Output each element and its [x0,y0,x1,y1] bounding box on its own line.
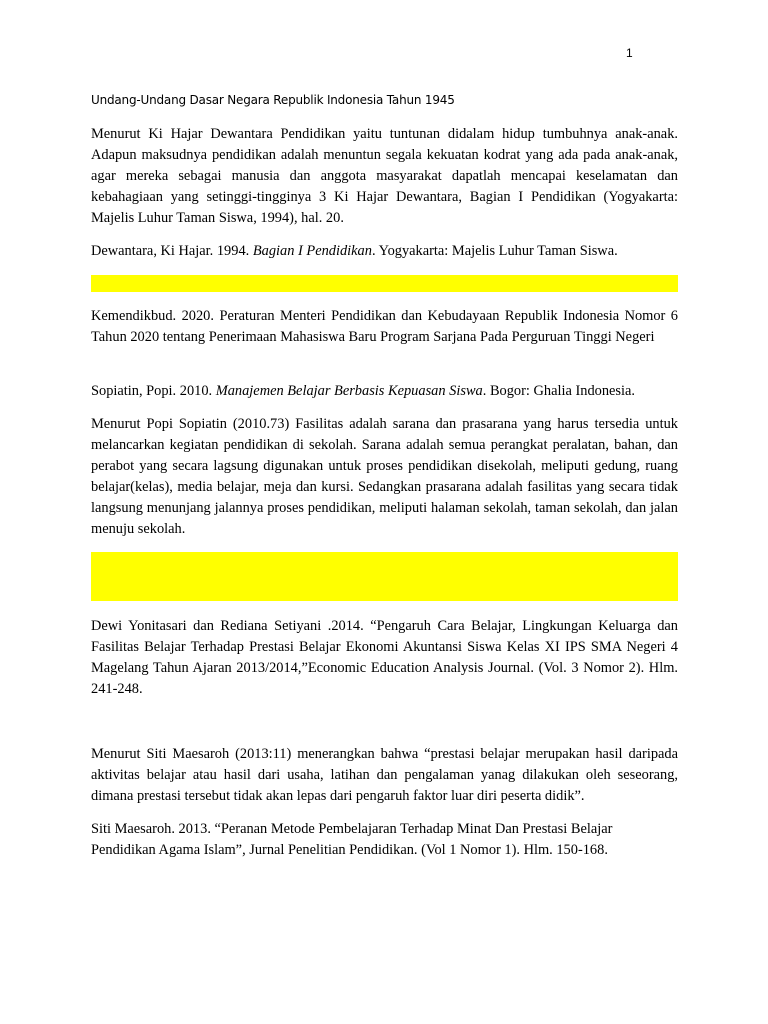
reference-text: Sopiatin, Popi. 2010. [91,383,216,399]
yellow-highlight-bar [91,275,678,292]
paragraph-ki-hajar-dewantara: Menurut Ki Hajar Dewantara Pendidikan yaitu tuntunan didalam hidup tumbuhnya anak-anak. Adapun maksudnya pendidikan adalah menuntun segala kekuatan kodrat yang ada pada anak-anak, agar mereka sebagai manusia dan anggota masyarakat dapatlah mencapai keselamatan dan kebahagiaan yang setinggi-tingginya 3 Ki Hajar Dewantara, Bagian I Pendidikan (Yogyakarta: Majelis Luhur Taman Siswa, 1994), hal. 20. [91,126,678,226]
reference-title: Manajemen Belajar Berbasis Kepuasan Siswa [215,383,483,399]
reference-maesaroh: Siti Maesaroh. 2013. “Peranan Metode Pembelajaran Terhadap Minat Dan Prestasi Belajar Pendidikan Agama Islam”, Jurnal Penelitian Pendidikan. (Vol 1 Nomor 1). Hlm. 150-168. [91,821,613,858]
paragraph-popi-sopiatin: Menurut Popi Sopiatin (2010.73) Fasilitas adalah sarana dan prasarana yang harus tersedia untuk melancarkan kegiatan pendidikan di sekolah. Sarana adalah semua perangkat peralatan, bahan, dan perabot yang secara lagsung digunakan untuk proses pendidikan disekolah, meliputi gedung, ruang belajar(kelas), media belajar, meja dan kursi. Sedangkan prasarana adalah fasilitas yang secara tidak langsung menunjang jalannya proses pendidikan, meliputi halaman sekolah, taman sekolah, dan jalan menuju sekolah. [91,416,678,537]
page-number: 1 [626,46,633,60]
reference-dewantara [91,241,678,262]
reference-title: Bagian I Pendidikan [252,243,372,259]
yellow-highlight-block [91,552,678,601]
reference-text: . Bogor: Ghalia Indonesia. [482,383,636,399]
reference-text: Dewantara, Ki Hajar. 1994. [91,243,253,259]
reference-kemendikbud: Kemendikbud. 2020. Peraturan Menteri Pendidikan dan Kebudayaan Republik Indonesia Nomor 6 Tahun 2020 tentang Penerimaan Mahasiswa Baru Program Sarjana Pada Perguruan Tinggi Negeri [91,308,678,345]
reference-yonitasari: Dewi Yonitasari dan Rediana Setiyani .2014. “Pengaruh Cara Belajar, Lingkungan Keluarga dan Fasilitas Belajar Terhadap Prestasi Belajar Ekonomi Akuntansi Siswa Kelas XI IPS SMA Negeri 4 Magelang Tahun Ajaran 2013/2014,”Economic Education Analysis Journal. (Vol. 3 Nomor 2). Hlm. 241-248. [91,618,678,697]
paragraph-siti-maesaroh: Menurut Siti Maesaroh (2013:11) menerangkan bahwa “prestasi belajar merupakan hasil daripada aktivitas belajar atau hasil dari usaha, latihan dan pengalaman yanag dilakukan oleh seseorang, dimana prestasi tersebut tidak akan lepas dari pengaruh faktor luar diri peserta didik”. [91,746,678,804]
reference-text: . Yogyakarta: Majelis Luhur Taman Siswa. [371,243,618,259]
document-header: Undang-Undang Dasar Negara Republik Indonesia Tahun 1945 [91,93,455,107]
reference-sopiatin [91,381,678,402]
